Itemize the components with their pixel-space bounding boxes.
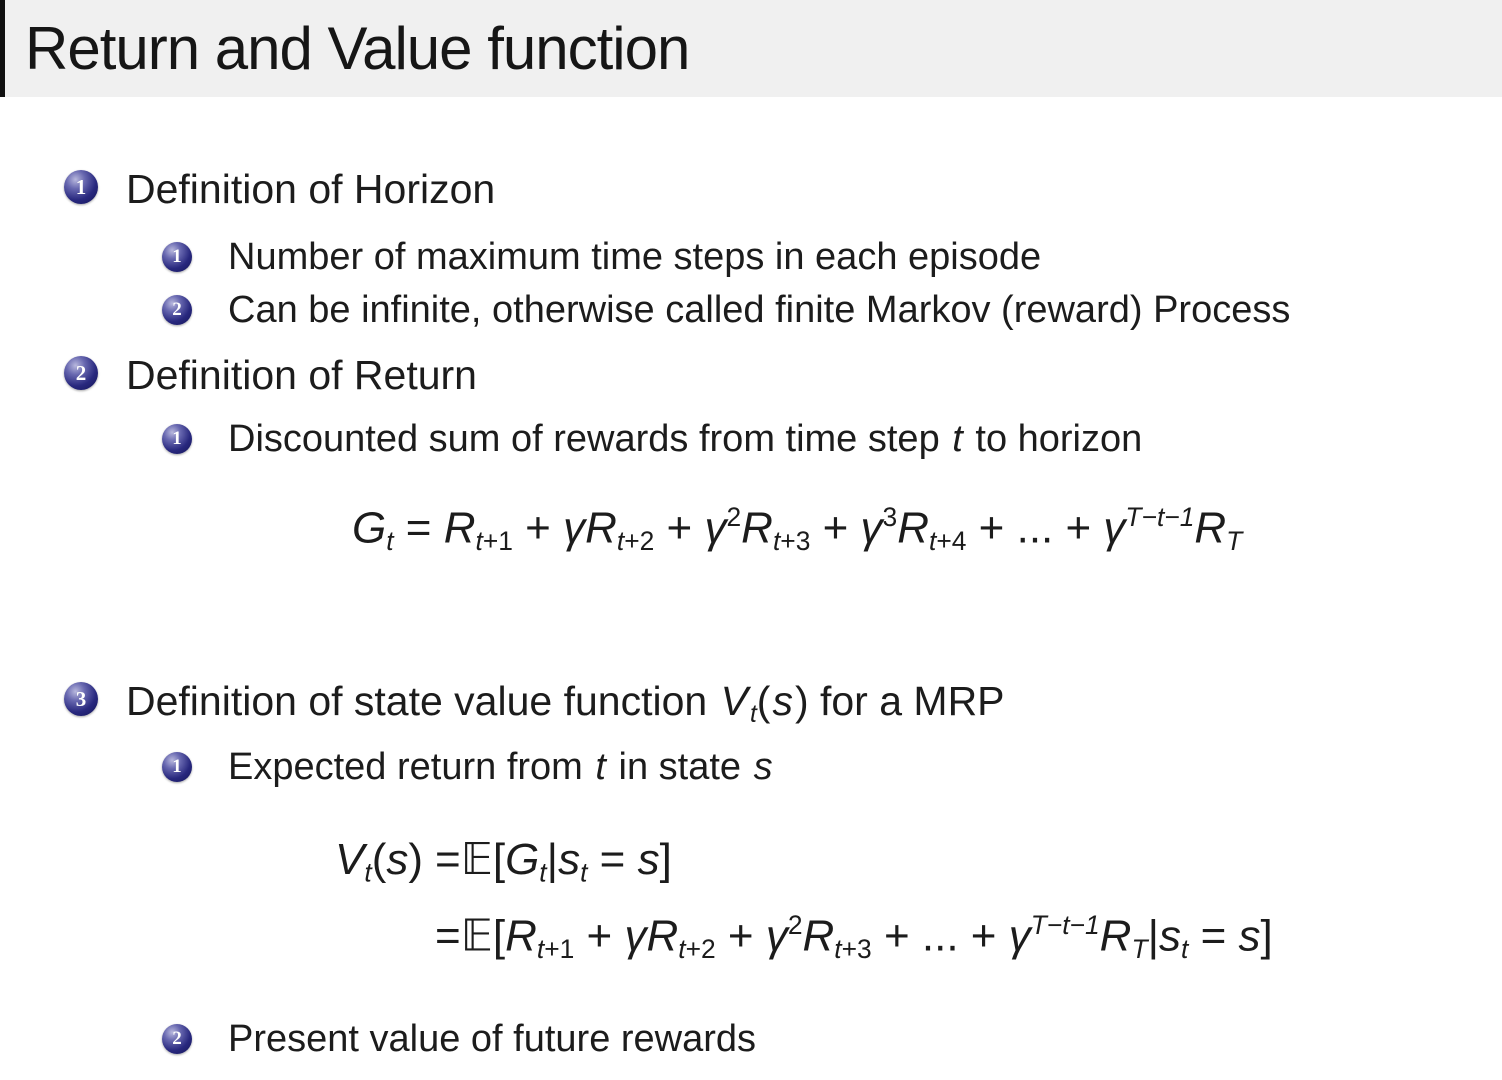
item-label: Definition of state value function Vt(s) for a MRP: [126, 678, 1005, 728]
enumerate-item-2: [64, 352, 477, 399]
enumerate-subitem-3-1: [162, 746, 775, 790]
enumerate-item-1: [64, 166, 495, 213]
subitem-number-badge: 2: [162, 1024, 192, 1054]
equation-lhs: Vt(s): [335, 835, 424, 888]
subitem-number-badge: 1: [162, 242, 192, 272]
subitem-text: Expected return from t in state s: [228, 746, 773, 788]
equation-lhs-empty: [335, 911, 423, 964]
subitem-number-badge: 2: [162, 295, 192, 325]
enumerate-subitem-2-1: [162, 418, 1142, 462]
subitem-text: Discounted sum of rewards from time step t to horizon: [228, 418, 1143, 460]
enumerate-item-3: [64, 678, 1005, 729]
slide-title: Return and Value function: [25, 15, 690, 82]
subitem-number-badge: 1: [162, 752, 192, 782]
subitem-number-badge: 1: [162, 424, 192, 454]
equation-line-1: =𝔼[Gt|st = s]: [435, 834, 672, 888]
equation-line-2: =𝔼[Rt+1 + $\gamma Rt+2 + \gamma^2Rt+3$ + ... + $\gamma^{T-t-1}RT|st = s$]: [435, 910, 1273, 965]
enumerate-subitem-1-2: [162, 289, 1290, 333]
item-number-badge: 1: [64, 170, 98, 204]
item-label: Definition of Return: [126, 352, 477, 398]
slide-title-bar: [0, 0, 1502, 97]
enumerate-subitem-1-1: [162, 236, 1041, 280]
subitem-text: Present value of future rewards: [228, 1018, 757, 1060]
item-label: Definition of Horizon: [126, 166, 496, 212]
value-function-equation: [335, 836, 1273, 964]
return-formula: $Gt = Rt+1 + \gamma Rt+2 + \gamma^2Rt+3 + \gamma^3Rt+4$ + ... + $\gamma^{T-t-1}RT$: [352, 502, 1243, 556]
subitem-text: Can be infinite, otherwise called finite Markov (reward) Process: [228, 289, 1291, 331]
item-number-badge: 2: [64, 356, 98, 390]
subitem-text: Number of maximum time steps in each episode: [228, 236, 1042, 278]
item-number-badge: 3: [64, 682, 98, 716]
enumerate-subitem-3-2: [162, 1018, 756, 1062]
